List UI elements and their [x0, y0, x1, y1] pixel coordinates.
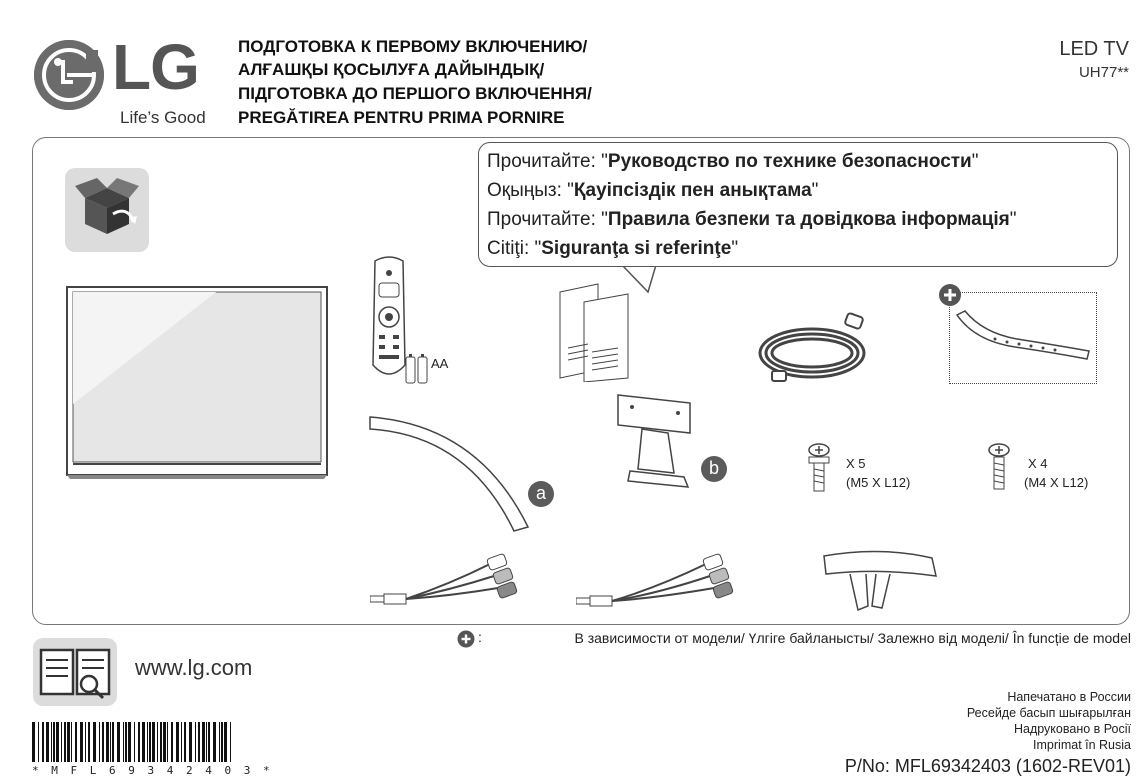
tv-illustration — [66, 284, 330, 485]
av-cable-2-icon — [576, 544, 746, 619]
lg-logo-icon — [34, 40, 104, 110]
plus-note-icon — [457, 630, 475, 653]
screw-m5-count: X 5 — [846, 456, 866, 471]
barcode-text: * M F L 6 9 3 4 2 4 0 3 * — [32, 764, 273, 777]
model-dependent-note: В зависимости от модели/ Үлгіге байланысты/ Залежно від моделі/ În funcție de model — [574, 630, 1131, 646]
screw-m4-size: (M4 X L12) — [1024, 475, 1089, 490]
barcode — [32, 722, 237, 767]
footnote-colon: : — [478, 629, 482, 645]
title-kz: АЛҒАШҚЫ ҚОСЫЛУҒА ДАЙЫНДЫҚ/ — [238, 60, 545, 79]
screw-m5-icon — [806, 443, 832, 498]
tagline: Life’s Good — [120, 108, 206, 127]
printed-kz: Ресейде басып шығарылған — [966, 706, 1131, 720]
batteries-label: AA — [431, 356, 449, 371]
manual-books-icon — [558, 282, 658, 387]
power-cord-icon — [752, 305, 882, 395]
printed-ro: Imprimat în Rusia — [1033, 738, 1131, 752]
website-link[interactable]: www.lg.com — [135, 655, 253, 680]
product-model: UH77** — [1078, 64, 1129, 81]
printed-ru: Напечатано в России — [1007, 690, 1131, 704]
manual-search-icon — [33, 638, 117, 706]
box-icon — [65, 168, 149, 252]
logo-text: LG — [112, 31, 199, 103]
part-number: P/No: MFL69342403 (1602-REV01) — [844, 756, 1131, 776]
batteries-icon — [405, 354, 429, 389]
title-ua: ПІДГОТОВКА ДО ПЕРШОГО ВКЛЮЧЕННЯ/ — [238, 84, 592, 103]
title-ru: ПОДГОТОВКА К ПЕРВОМУ ВКЛЮЧЕНИЮ/ — [238, 37, 588, 56]
callout-line-kz: Оқыңыз: "Қауіпсіздік пен анықтама" — [487, 180, 819, 201]
callout-line-ro: Citiţi: "Siguranţa si referinţe" — [487, 238, 739, 259]
title-ro: PREGĂTIREA PENTRU PRIMA PORNIRE — [238, 108, 565, 127]
screw-m5-size: (M5 X L12) — [846, 475, 911, 490]
callout-line-ru: Прочитайте: "Руководство по технике безопасности" — [487, 151, 979, 172]
badge-a: a — [528, 481, 554, 507]
callout-line-ua: Прочитайте: "Правила безпеки та довідкова інформація" — [487, 209, 1017, 230]
screw-m4-count: X 4 — [1028, 456, 1048, 471]
printed-ua: Надруковано в Росії — [1013, 722, 1131, 736]
safety-reading-callout — [478, 142, 1118, 267]
stand-base-icon — [612, 393, 698, 496]
cable-holder-icon — [820, 550, 940, 617]
curved-stand-part-icon — [955, 305, 1095, 370]
screw-m4-icon — [986, 443, 1012, 498]
stand-arc-icon — [368, 415, 538, 540]
product-type: LED TV — [1059, 38, 1129, 60]
av-cable-1-icon — [370, 544, 530, 619]
badge-b: b — [701, 456, 727, 482]
